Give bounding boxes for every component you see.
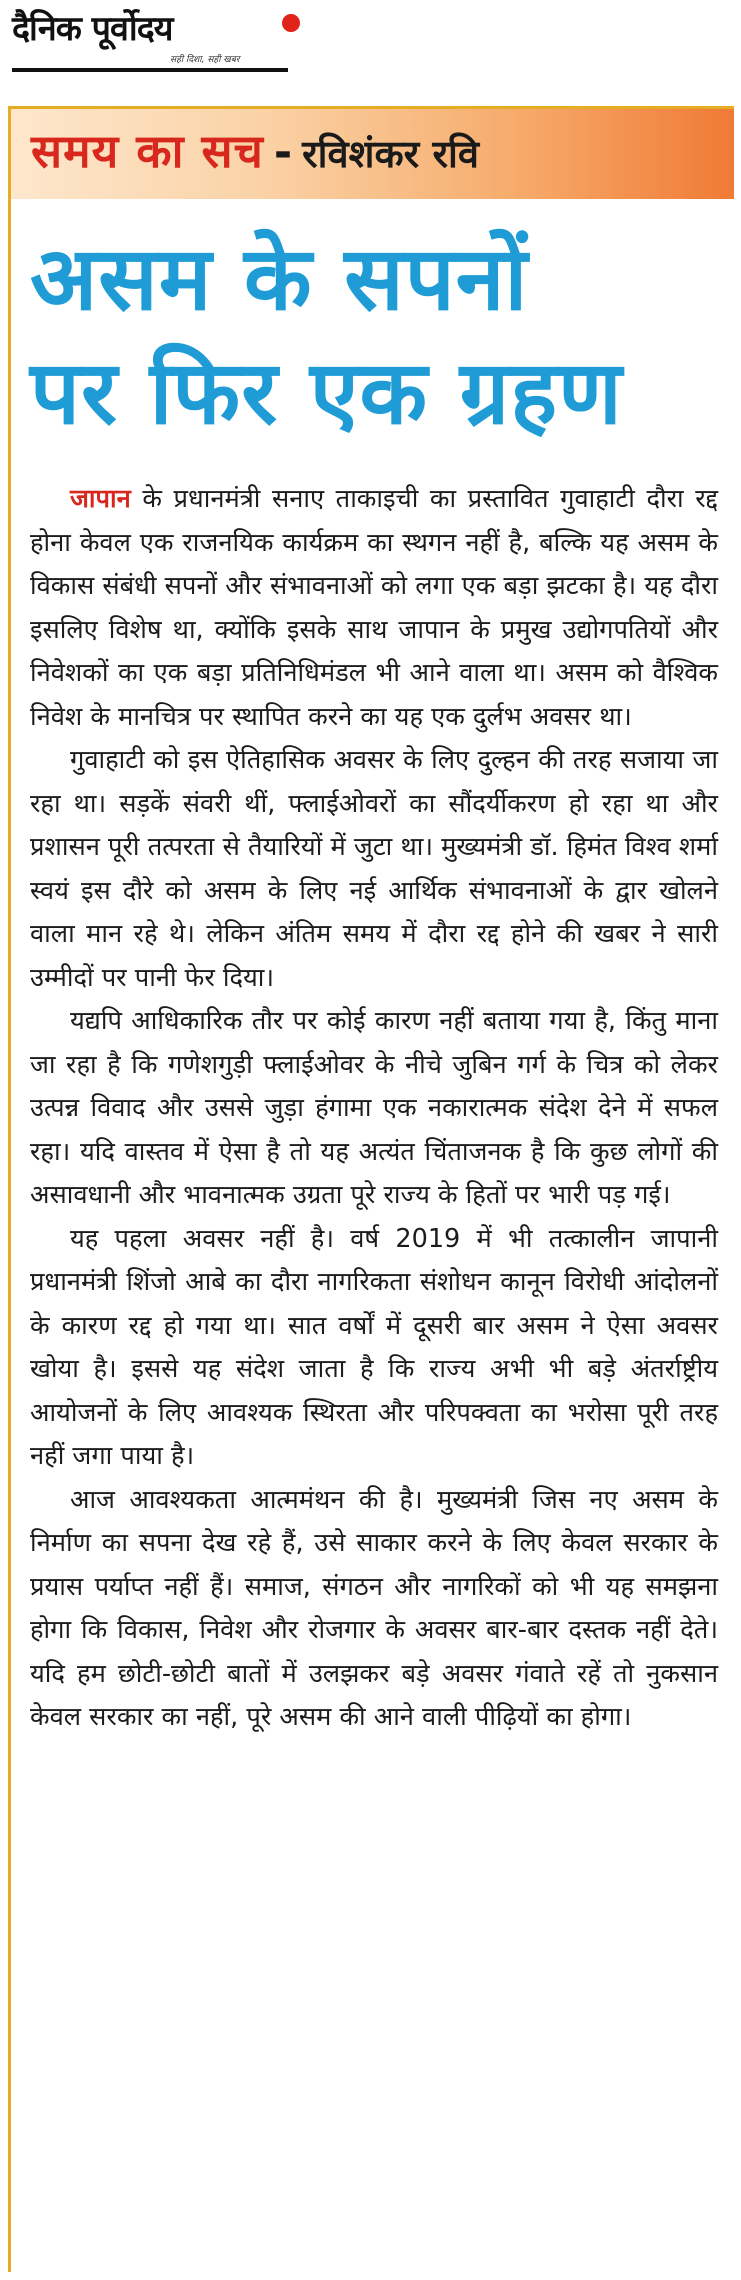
newspaper-name: दैनिक पूर्वोदय bbox=[12, 9, 173, 49]
newspaper-tagline: सही दिशा, सही खबर bbox=[170, 55, 240, 65]
article-paragraph-5: आज आवश्यकता आत्ममंथन की है। मुख्यमंत्री जिस नए असम के निर्माण का सपना देख रहे हैं, उसे साकार करने के लिए केवल सरकार के प्रयास पर्याप्त नहीं हैं। समाज, संगठन और नागरिकों को भी यह समझना होगा कि विकास, निवेश और रोजगार के अवसर बार-बार दस्तक नहीं देते। यदि हम छोटी-छोटी बातों में उलझकर बड़े अवसर गंवाते रहें तो नुकसान केवल सरकार का नहीं, पूरे असम की आने वाली पीढ़ियों का होगा। bbox=[30, 1484, 718, 1732]
column-heading bbox=[31, 119, 479, 181]
logo-dot-icon bbox=[282, 14, 300, 32]
column-banner bbox=[11, 109, 734, 199]
lead-word: जापान bbox=[70, 484, 131, 514]
headline-line-1: असम के सपनों bbox=[30, 227, 529, 330]
column-separator: - bbox=[273, 127, 293, 178]
article-headline bbox=[30, 222, 720, 450]
article-paragraph-3: यद्यपि आधिकारिक तौर पर कोई कारण नहीं बताया गया है, किंतु माना जा रहा है कि गणेशगुड़ी फ्लाईओवर के नीचे जुबिन गर्ग के चित्र को लेकर उत्पन्न विवाद और उससे जुड़ा हंगामा एक नकारात्मक संदेश देने में सफल रहा। यदि वास्तव में ऐसा है तो यह अत्यंत चिंताजनक है कि कुछ लोगों की असावधानी और भावनात्मक उग्रता पूरे राज्य के हितों पर भारी पड़ गई। bbox=[30, 1006, 718, 1210]
article-body bbox=[30, 478, 718, 1740]
article-paragraph-1 bbox=[30, 478, 718, 739]
headline-line-2: पर फिर एक ग्रहण bbox=[30, 341, 623, 444]
paragraph-1-text: के प्रधानमंत्री सनाए ताकाइची का प्रस्तावित गुवाहाटी दौरा रद्द होना केवल एक राजनयिक कार्यक्रम का स्थगन नहीं है, बल्कि यह असम के विकास संबंधी सपनों और संभावनाओं को लगा एक बड़ा झटका है। यह दौरा इसलिए विशेष था, क्योंकि इसके साथ जापान के प्रमुख उद्योगपतियों और निवेशकों का एक बड़ा प्रतिनिधिमंडल भी आने वाला था। असम को वैश्विक निवेश के मानचित्र पर स्थापित करने का यह एक दुर्लभ अवसर था। bbox=[30, 484, 718, 732]
article-paragraph-2: गुवाहाटी को इस ऐतिहासिक अवसर के लिए दुल्हन की तरह सजाया जा रहा था। सड़कें संवरी थीं, फ्लाईओवरों का सौंदर्यीकरण हो रहा था और प्रशासन पूरी तत्परता से तैयारियों में जुटा था। मुख्यमंत्री डॉ. हिमंत विश्व शर्मा स्वयं इस दौरे को असम के लिए नई आर्थिक संभावनाओं के द्वार खोलने वाला मान रहे थे। लेकिन अंतिम समय में दौरा रद्द होने की खबर ने सारी उम्मीदों पर पानी फेर दिया। bbox=[30, 745, 718, 993]
column-name: समय का सच bbox=[31, 124, 264, 178]
article-paragraph-4: यह पहला अवसर नहीं है। वर्ष 2019 में भी तत्कालीन जापानी प्रधानमंत्री शिंजो आबे का दौरा नागरिकता संशोधन कानून विरोधी आंदोलनों के कारण रद्द हो गया था। सात वर्षों में दूसरी बार असम ने ऐसा अवसर खोया है। इससे यह संदेश जाता है कि राज्य अभी भी बड़े अंतर्राष्ट्रीय आयोजनों के लिए आवश्यक स्थिरता और परिपक्वता का भरोसा पूरी तरह नहीं जगा पाया है। bbox=[30, 1223, 718, 1471]
column-author: रविशंकर रवि bbox=[302, 132, 479, 176]
masthead-rule bbox=[12, 68, 288, 72]
masthead bbox=[12, 4, 292, 74]
